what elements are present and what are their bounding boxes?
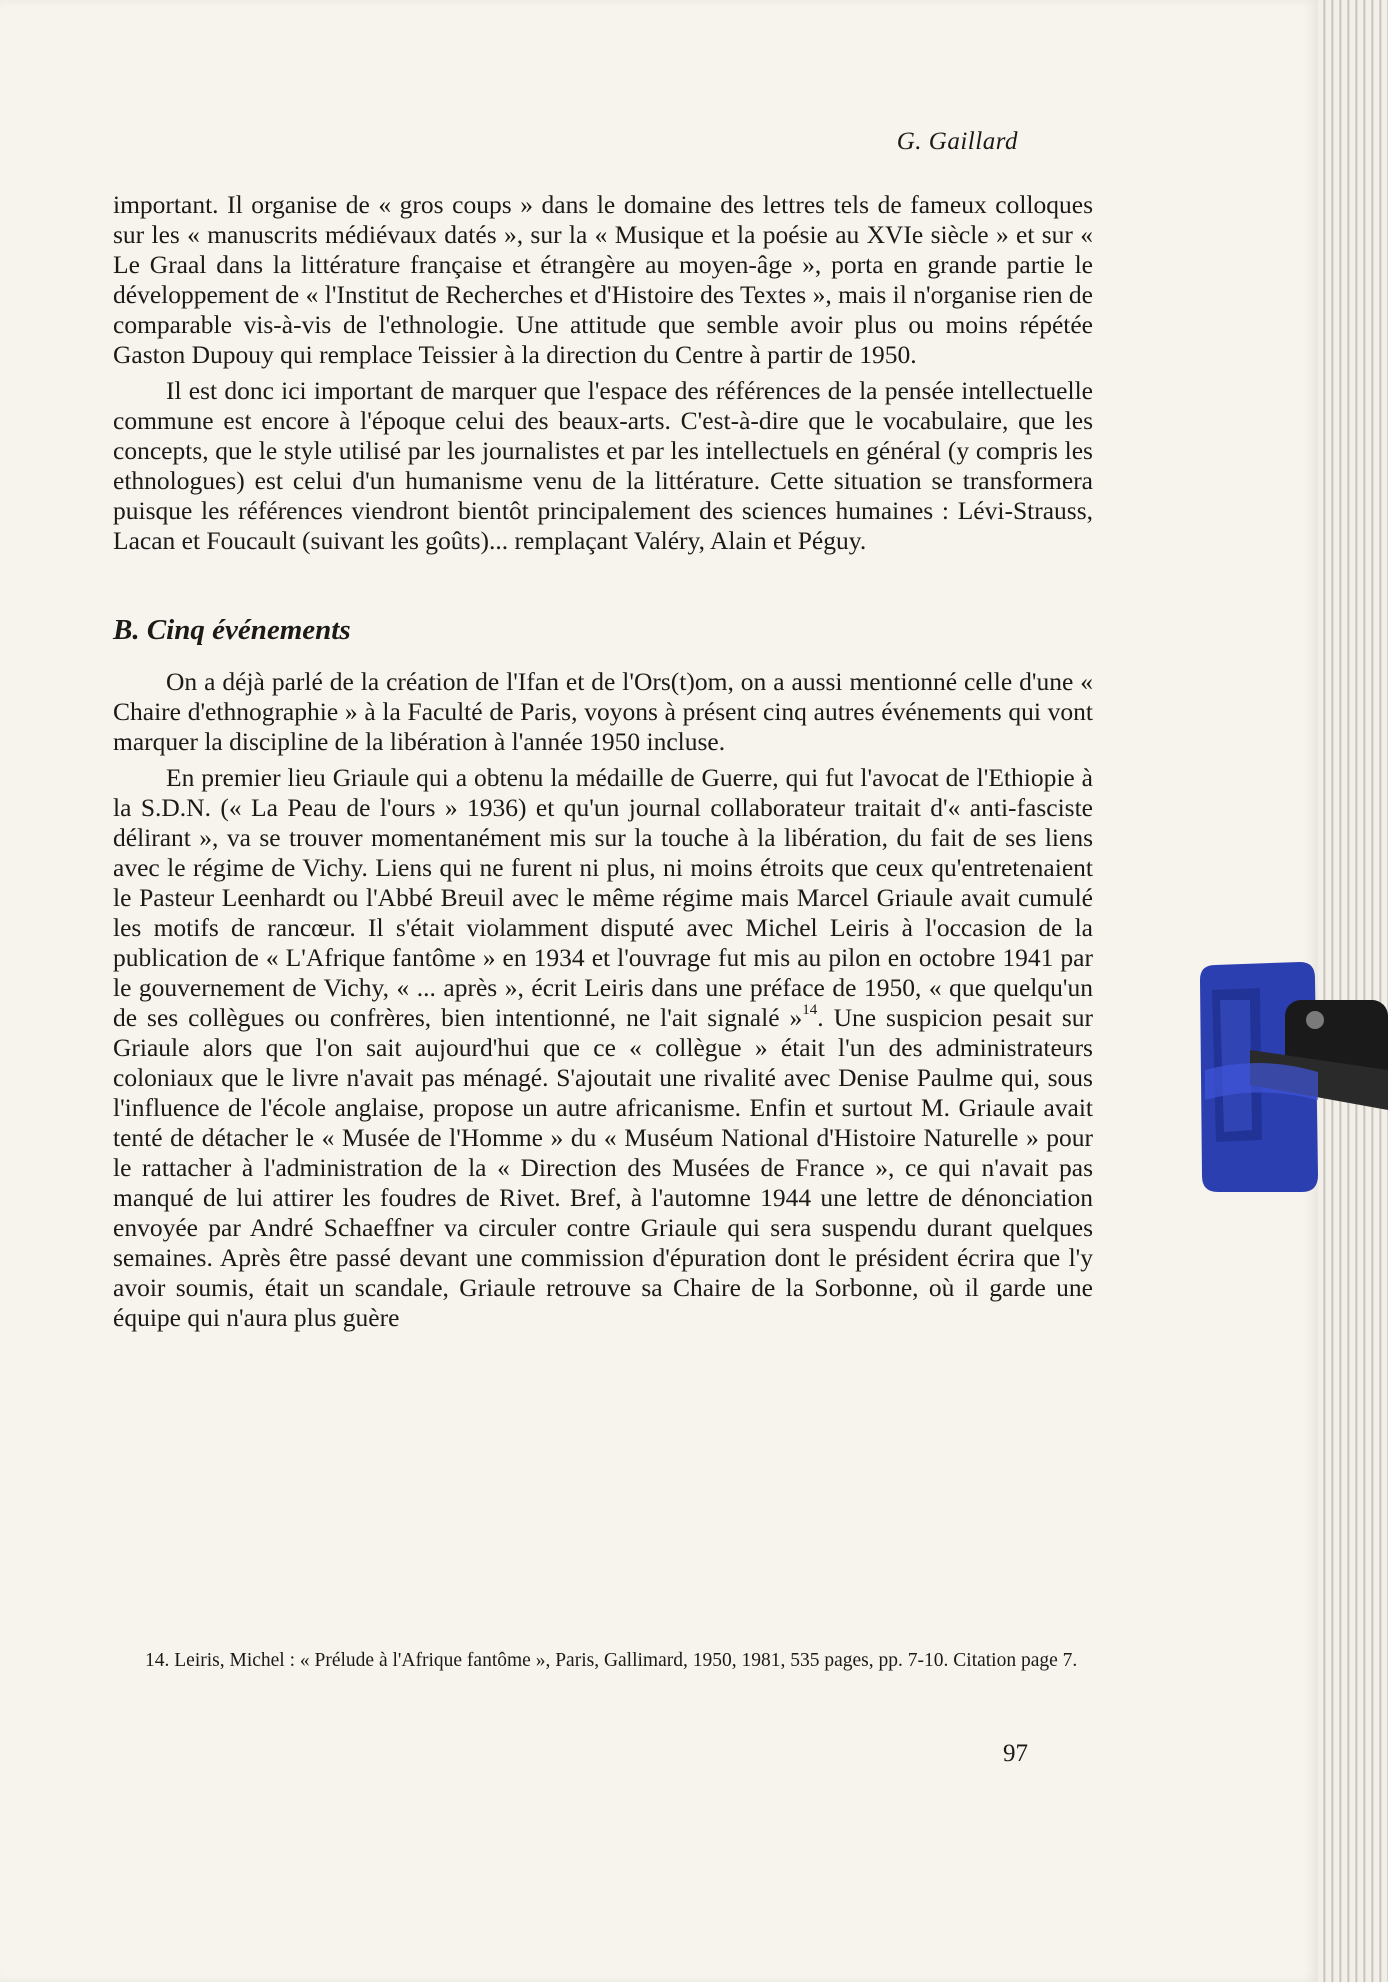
paragraph: important. Il organise de « gros coups » dans le domaine des lettres tels de fameux colloques sur les « manuscrits médiévaux datés », sur la « Musique et la poésie au XVIe siècle » et sur « Le Graal dans la littérature française et étrangère au moyen-âge », porta en grande partie le développement de « l'Institut de Recherches et d'Histoire des Textes », mais il n'organise rien de comparable vis-à-vis de l'ethnologie. Une attitude que semble avoir plus ou moins répétée Gaston Dupouy qui remplace Teissier à la direction du Centre à partir de 1950. [113,190,1093,369]
section-title: Cinq événements [146,614,351,646]
paragraph-text: En premier lieu Griaule qui a obtenu la médaille de Guerre, qui fut l'avocat de l'Ethiopie à la S.D.N. (« La Peau de l'ours » 1936) et qu'un journal collaborateur traitait d'« anti-fasciste délirant », va se trouver momentanément mis sur la touche à la libération, du fait de ses liens avec le régime de Vichy. Liens qui ne furent ni plus, ni moins étroits que ceux qu'entretenaient le Pasteur Leenhardt ou l'Abbé Breuil avec le même régime mais Marcel Griaule avait cumulé les motifs de rancœur. Il s'était violamment disputé avec Michel Leiris à l'occasion de la publication de « L'Afrique fantôme » en 1934 et l'ouvrage fut mis au pilon en octobre 1941 par le gouvernement de Vichy, « ... après », écrit Leiris dans une préface de 1950, « que quelqu'un de ses collègues ou confrères, bien intentionné, ne l'ait signalé » [113,763,1093,1032]
page-number: 97 [1003,1740,1028,1767]
section-heading [113,614,1093,647]
footnote: 14. Leiris, Michel : « Prélude à l'Afrique fantôme », Paris, Gallimard, 1950, 1981, 535 pages, pp. 7-10. Citation page 7. [145,1650,1078,1671]
body-text [113,190,1093,1339]
section-letter: B. [113,614,140,646]
paragraph: Il est donc ici important de marquer que l'espace des références de la pensée intellectuelle commune est encore à l'époque celui des beaux-arts. C'est-à-dire que le vocabulaire, que les concepts, que le style utilisé par les journalistes et par les intellectuels en général (y compris les ethnologues) est celui d'un humanisme venu de la littérature. Cette situation se transformera puisque les références viendront bientôt principalement des sciences humaines : Lévi-Strauss, Lacan et Foucault (suivant les goûts)... remplaçant Valéry, Alain et Péguy. [113,376,1093,555]
paragraph-continuation: . Une suspicion pesait sur Griaule alors que l'on sait aujourd'hui que ce « collègue » était l'un des administrateurs coloniaux que le livre n'avait pas ménagé. S'ajoutait une rivalité avec Denise Paulme qui, sous l'influence de l'école anglaise, propose un autre africanisme. Enfin et surtout M. Griaule avait tenté de détacher le « Musée de l'Homme » du « Muséum National d'Histoire Naturelle » pour le rattacher à l'administration de la « Direction des Musées de France », ce qui n'avait pas manqué de lui attirer les foudres de Rivet. Bref, à l'automne 1944 une lettre de dénonciation envoyée par André Schaeffner va circuler contre Griaule qui sera suspendu durant quelques semaines. Après être passé devant une commission d'épuration dont le président écrira que l'y avoir soumis, était un scandale, Griaule retrouve sa Chaire de la Sorbonne, où il garde une équipe qui n'aura plus guère [113,1003,1093,1332]
paragraph: On a déjà parlé de la création de l'Ifan et de l'Ors(t)om, on a aussi mentionné celle d'une « Chaire d'ethnographie » à la Faculté de Paris, voyons à présent cinq autres événements qui vont marquer la discipline de la libération à l'année 1950 incluse. [113,667,1093,756]
binder-clip-icon [1190,960,1388,1195]
footnote-marker: 14 [802,1002,818,1018]
paragraph [113,763,1093,1333]
running-header: G. Gaillard [896,128,1018,155]
